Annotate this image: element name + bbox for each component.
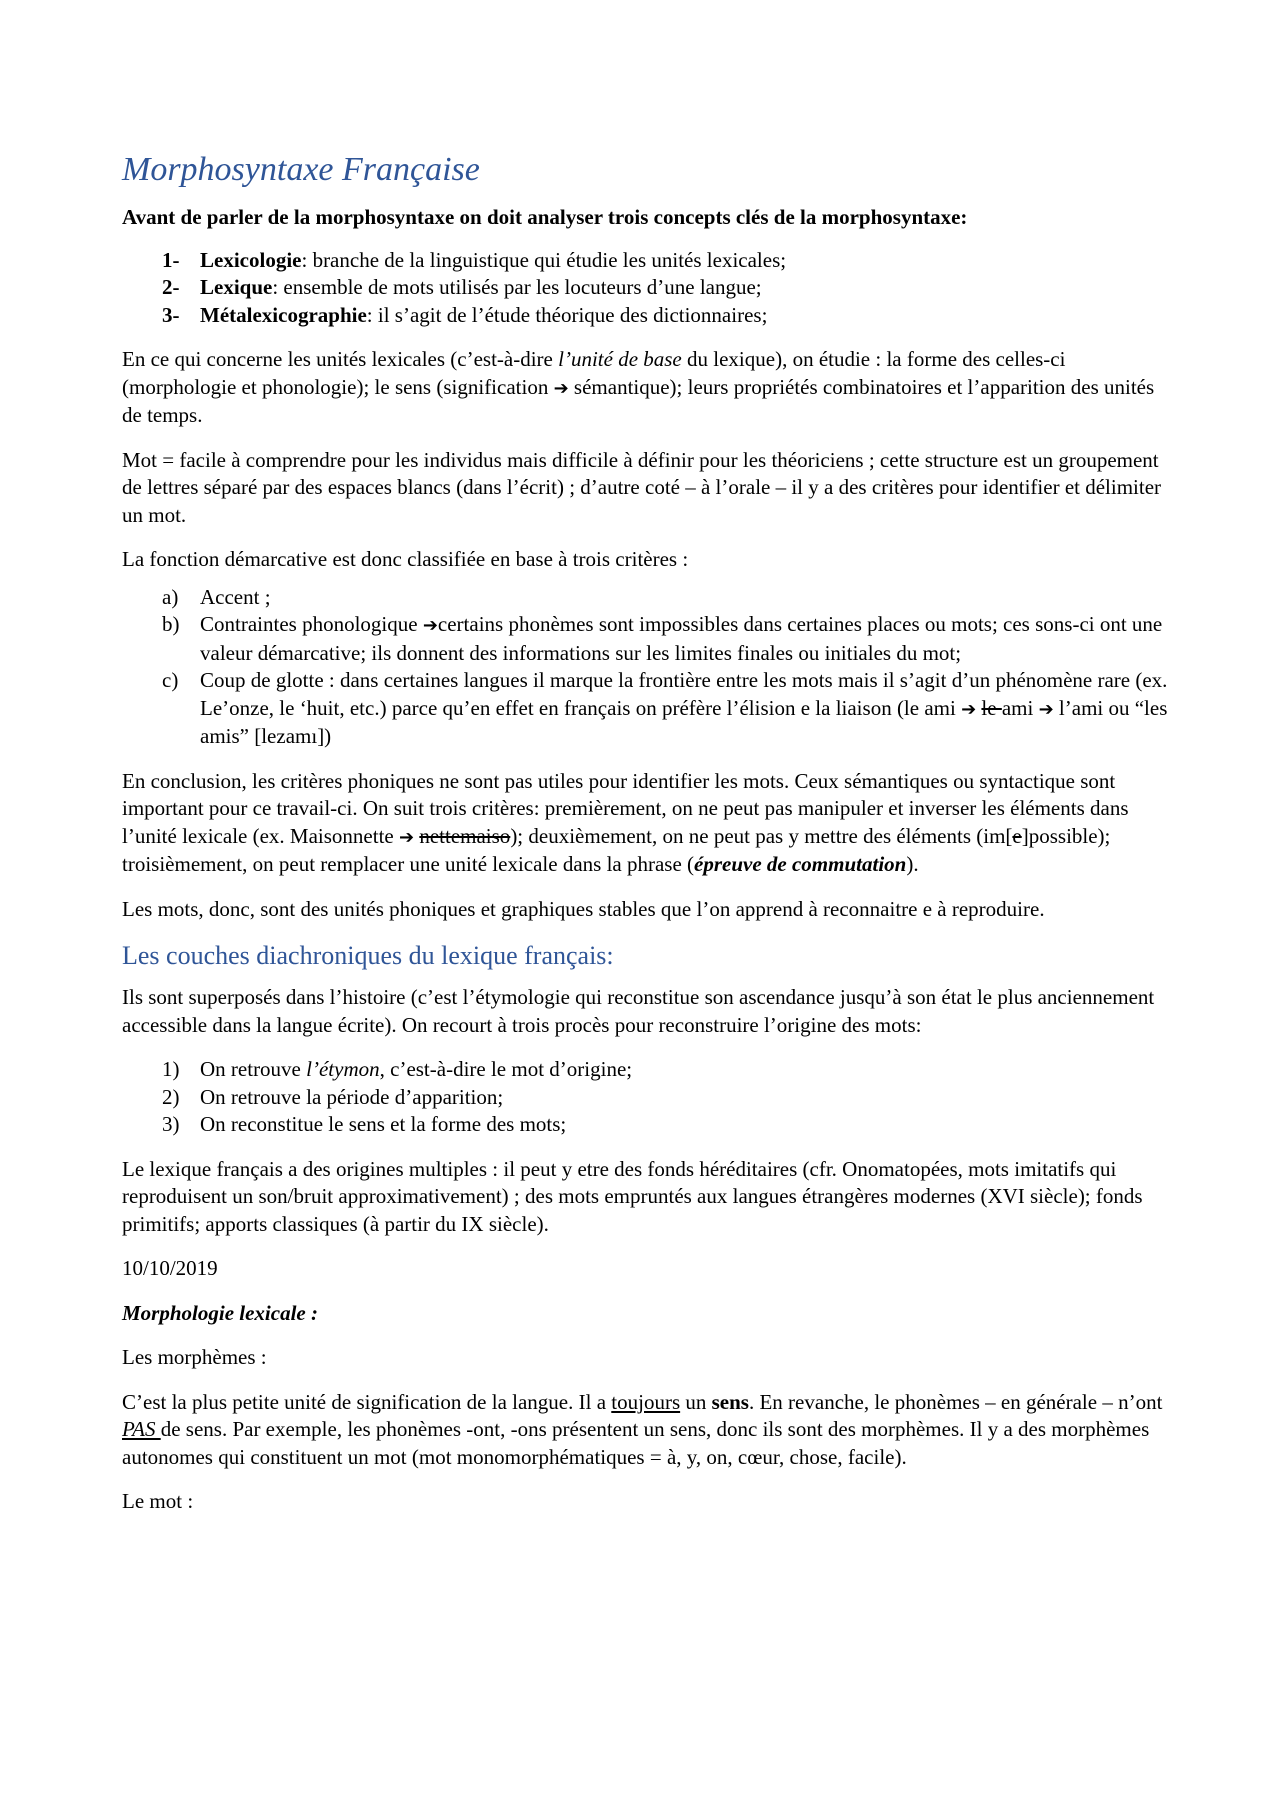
- proces-list: [122, 1056, 1172, 1139]
- document-page: [122, 150, 1172, 1533]
- text-run: . En revanche, le phonèmes – en générale – n’ont: [748, 1389, 1163, 1414]
- text-run: l’ami ou “les amis” [lezamı]): [200, 695, 1168, 748]
- arrow-icon: ➔: [961, 698, 977, 720]
- list-item: [122, 1056, 1172, 1084]
- list-marker: c): [162, 668, 179, 692]
- list-item: [122, 611, 1172, 667]
- text-run: On retrouve: [200, 1057, 307, 1081]
- arrow-icon: ➔: [398, 826, 415, 848]
- list-item: [122, 667, 1172, 751]
- text-run: C’est la plus petite unité de signification de la langue. Il a: [122, 1389, 612, 1414]
- text-run: un: [680, 1389, 712, 1414]
- superposes-paragraph: Ils sont superposés dans l’histoire (c’est l’étymologie qui reconstitue son ascendance jusqu’à son état le plus anciennement accessible dans la langue écrite). On recourt à trois procès pour reconstruire l’origine des mots:: [122, 985, 1155, 1037]
- list-marker: 1-: [162, 247, 180, 272]
- list-item: [122, 274, 1172, 302]
- emphasis: épreuve de commutation: [694, 852, 907, 876]
- underlined-text: toujours: [611, 1389, 681, 1414]
- list-marker: 1): [162, 1057, 180, 1081]
- text-run: ); deuxièmement, on ne peut pas y mettre des éléments (im[: [510, 823, 1013, 848]
- concept-definition: : il s’agit de l’étude théorique des dictionnaires;: [366, 302, 768, 327]
- list-marker: a): [162, 584, 179, 609]
- text-run: Contraintes phonologique: [200, 612, 423, 636]
- morphemes-label: Les morphèmes :: [122, 1345, 267, 1369]
- date-line: 10/10/2019: [122, 1256, 218, 1280]
- text-run: En conclusion, les critères phoniques ne sont pas utiles pour identifier les mots. Ceux sémantiques ou syntactique sont important pour ce travail-ci. On suit trois critères: premièrement, on ne peut pas manipuler et inverser les éléments dans l’unité lexicale (ex. Maisonnette: [122, 768, 1129, 848]
- text-run: de sens. Par exemple, les phonèmes -ont, -ons présentent un sens, donc ils sont des morphèmes. Il y a des morphèmes autonomes qui constituent un mot (mot monomorphématiques = à, y, on, cœur, chose, facile).: [122, 1417, 1150, 1469]
- unites-lexicales-paragraph: [122, 346, 1172, 430]
- list-marker: 2): [162, 1084, 180, 1109]
- text-run: certains phonèmes sont impossibles dans certaines places ou mots; ces sons-ci ont une valeur démarcative; ils donnent des informations sur les limites finales ou initiales du mot;: [200, 612, 1163, 665]
- concept-definition: : ensemble de mots utilisés par les locuteurs d’une langue;: [272, 275, 762, 299]
- text-run: On retrouve la période d’apparition;: [200, 1084, 504, 1109]
- list-marker: 3): [162, 1112, 180, 1136]
- intro-paragraph: Avant de parler de la morphosyntaxe on doit analyser trois concepts clés de la morphosyntaxe:: [122, 205, 968, 229]
- list-item: [122, 1111, 1172, 1139]
- morphemes-paragraph: [122, 1389, 1172, 1472]
- struck-text: le: [981, 695, 1002, 720]
- list-marker: b): [162, 612, 180, 636]
- mot-paragraph: Mot = facile à comprendre pour les individus mais difficile à définir pour les théoriciens ; cette structure est un groupement de lettres séparé par des espaces blancs (dans l’écrit) ; d’autre coté – à l’orale – il y a des critères pour identifier et délimiter un mot.: [122, 447, 1162, 527]
- text-run: du lexique), on étudie : la forme des celles-ci (morphologie et phonologie); le sens (signification: [122, 347, 1066, 399]
- arrow-icon: ➔: [422, 615, 438, 636]
- list-item: [122, 584, 1172, 612]
- origines-paragraph: Le lexique français a des origines multiples : il peut y etre des fonds héréditaires (cfr. Onomatopées, mots imitatifs qui reproduisent un son/bruit approximativement) ; des mots empruntés aux langues étrangères modernes (XVI siècle); fonds primitifs; apports classiques (à partir du IX siècle).: [122, 1156, 1143, 1236]
- struck-text: nettemaiso: [419, 823, 511, 848]
- conclusion-paragraph: [122, 768, 1172, 879]
- text-run: sémantique); leurs propriétés combinatoires et l’apparition des unités de temps.: [122, 374, 1155, 427]
- emphasis: l’étymon: [306, 1057, 380, 1081]
- text-run: , c’est-à-dire le mot d’origine;: [379, 1057, 633, 1081]
- list-marker: 2-: [162, 275, 180, 299]
- criteres-list: [122, 584, 1172, 751]
- le-mot-label: Le mot :: [122, 1489, 194, 1513]
- morphologie-title: Morphologie lexicale :: [122, 1300, 318, 1325]
- emphasis: l’unité de base: [558, 347, 682, 371]
- fonction-paragraph: La fonction démarcative est donc classifiée en base à trois critères :: [122, 547, 689, 571]
- list-item: [122, 1084, 1172, 1112]
- page-title: Morphosyntaxe Française: [122, 151, 480, 188]
- list-item: [122, 247, 1172, 275]
- concept-term: Lexique: [200, 275, 273, 299]
- text-run: ami: [1001, 695, 1039, 720]
- list-item: [122, 302, 1172, 330]
- concept-term: Métalexicographie: [200, 302, 367, 327]
- arrow-icon: ➔: [1038, 698, 1054, 720]
- section-heading: Les couches diachroniques du lexique français:: [122, 941, 614, 970]
- arrow-icon: ➔: [553, 377, 569, 399]
- mots-stables-paragraph: Les mots, donc, sont des unités phoniques et graphiques stables que l’on apprend à reconnaitre e à reproduire.: [122, 896, 1045, 921]
- underlined-text: PAS: [122, 1417, 161, 1441]
- text-run: ).: [906, 852, 919, 876]
- strong-text: sens: [711, 1389, 749, 1414]
- list-marker: 3-: [162, 302, 180, 327]
- text-run: On reconstitue le sens et la forme des mots;: [200, 1112, 567, 1136]
- concept-term: Lexicologie: [200, 247, 302, 272]
- text-run: ]possible); troisièmement, on peut remplacer une unité lexicale dans la phrase (: [122, 823, 1111, 876]
- text-run: Coup de glotte : dans certaines langues il marque la frontière entre les mots mais il s’agit d’un phénomène rare (ex. Le’onze, le ‘huit, etc.) parce qu’en effet en français on préfère l’élision e la liaison (le ami: [200, 668, 1168, 720]
- concepts-list: [122, 247, 1172, 330]
- concept-definition: : branche de la linguistique qui étudie les unités lexicales;: [301, 247, 787, 272]
- text-run: Accent ;: [200, 584, 271, 609]
- text-run: En ce qui concerne les unités lexicales (c’est-à-dire: [122, 347, 559, 371]
- struck-text: e: [1012, 823, 1022, 848]
